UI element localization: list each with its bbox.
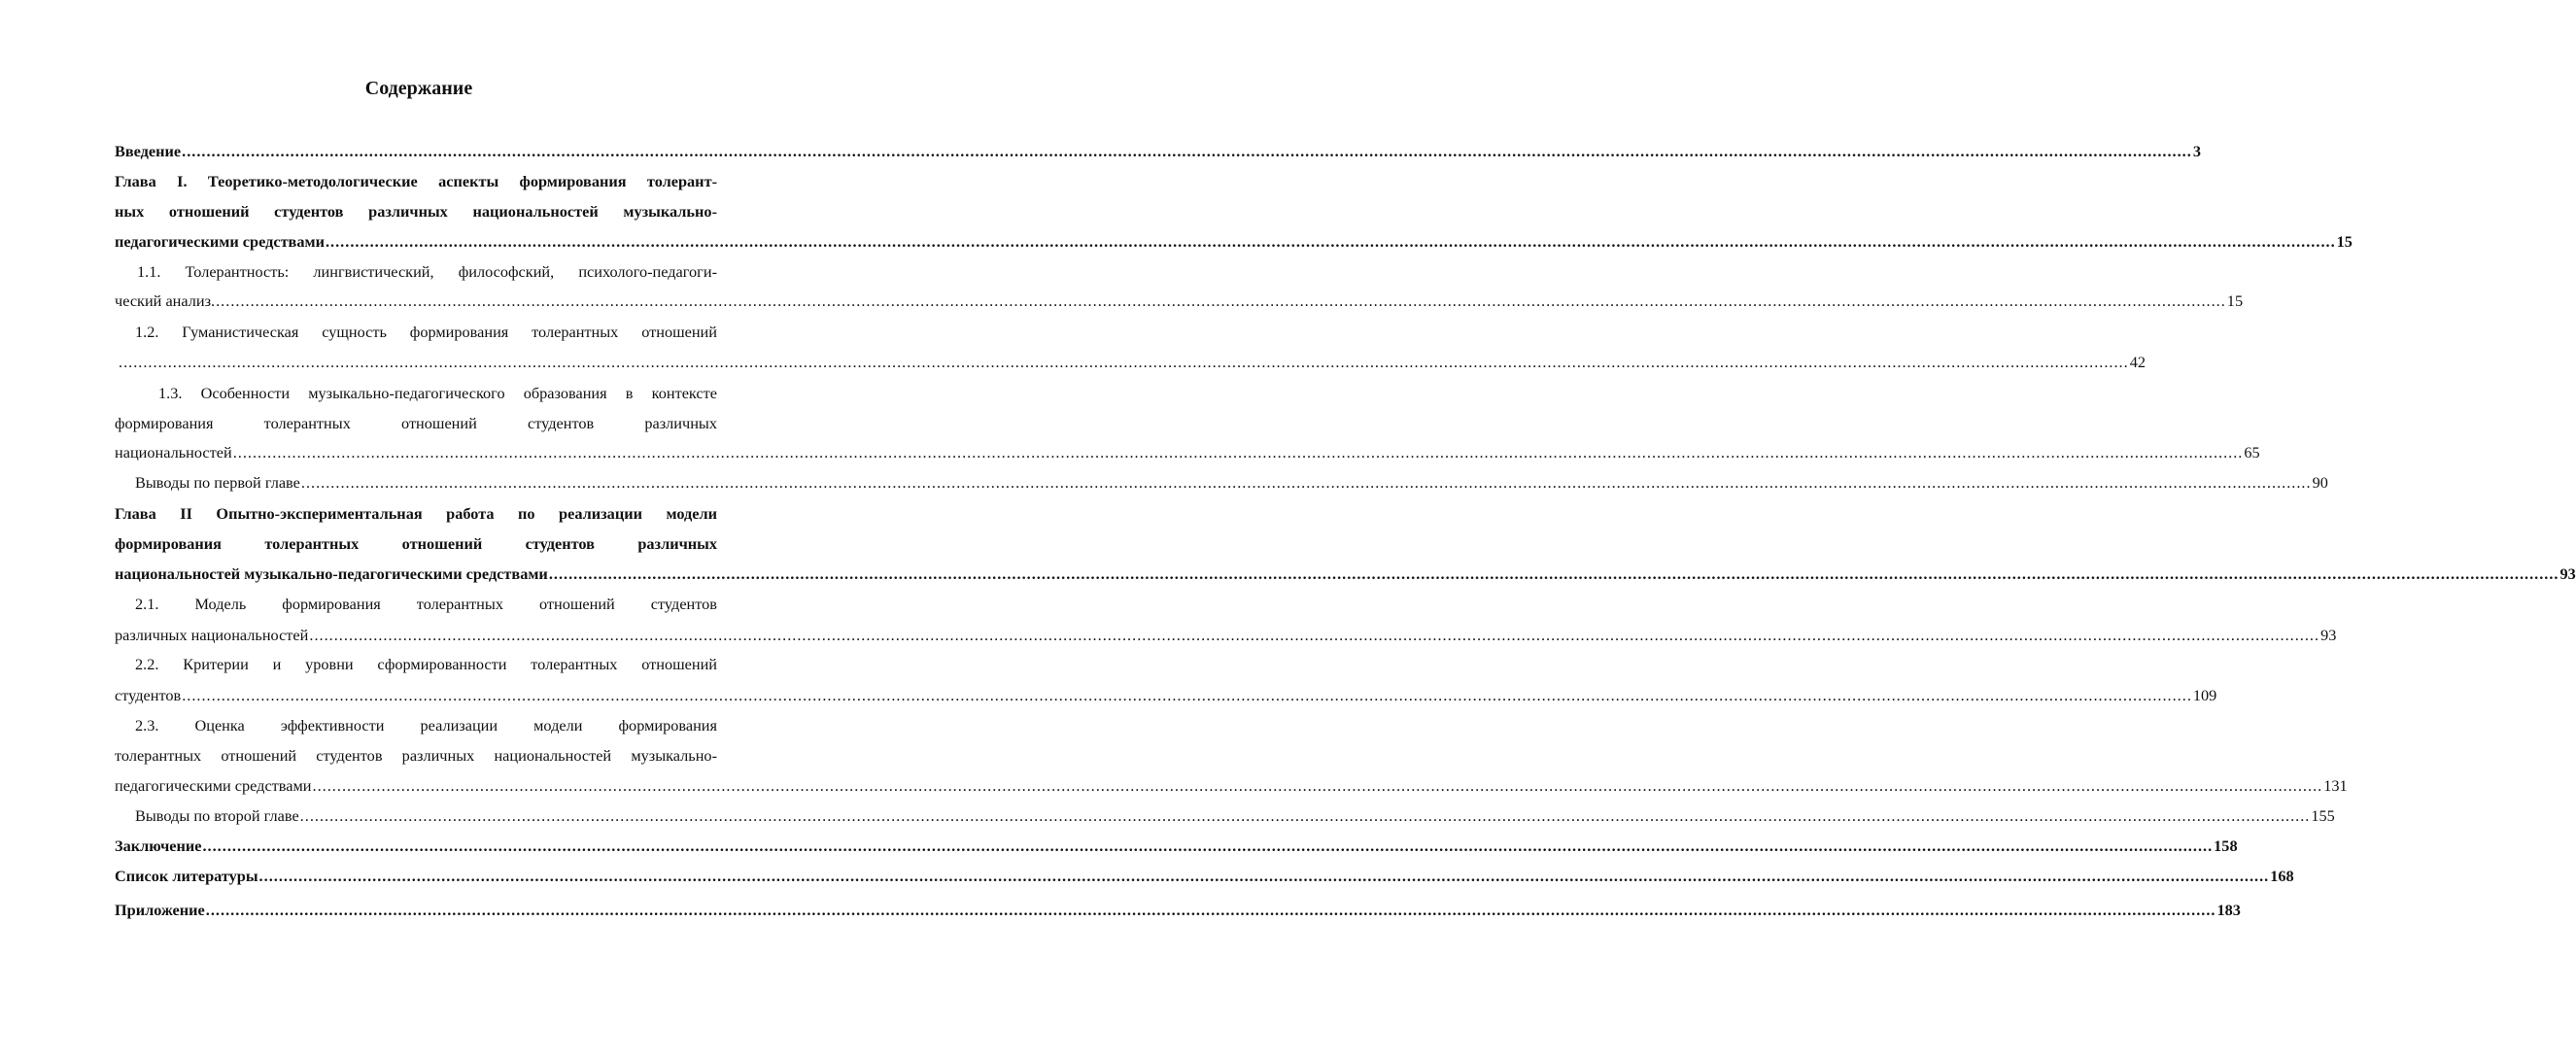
page-title: Содержание [364,78,473,99]
toc-section-1-2-line-2[interactable] [118,352,2146,373]
toc-section-2-3-line-1[interactable]: 2.3. Оценка эффективности реализации модели формирования [135,716,717,734]
toc-entry-title: Заключение [115,837,202,855]
toc-page-number: 158 [2214,837,2238,855]
toc-page-number: 90 [2312,473,2328,492]
toc-page-number: 15 [2336,232,2353,251]
toc-page-number: 168 [2270,867,2294,885]
toc-entry-title: Введение [115,142,182,160]
dot-leader: ........................................................................................................................................................................................................................................................................................................................................................................................................................ [258,867,2270,885]
toc-chapter-2-line-3[interactable] [115,564,2576,585]
toc-page-number: 155 [2311,806,2335,825]
dot-leader: ........................................................................................................................................................................................................................................................................................................................................................................................................................ [216,291,2226,310]
toc-entry-conclusion[interactable] [115,836,2238,857]
toc-entry-title: национальностей музыкально-педагогическими средствами [115,564,548,583]
toc-section-1-3-line-1[interactable]: 1.3. Особенности музыкально-педагогического образования в контексте [158,384,717,402]
toc-entry-title: различных национальностей [115,626,309,644]
toc-entry-title: Список литературы [115,867,258,885]
toc-page-number: 15 [2226,291,2244,310]
dot-leader: ........................................................................................................................................................................................................................................................................................................................................................................................................................ [548,564,2559,583]
toc-page-number: 3 [2192,142,2201,160]
dot-leader: ........................................................................................................................................................................................................................................................................................................................................................................................................................ [325,232,2336,251]
toc-page-number: 93 [2559,564,2576,583]
dot-leader: ........................................................................................................................................................................................................................................................................................................................................................................................................................ [119,353,2129,371]
toc-chapter-1-line-1[interactable]: Глава I. Теоретико-методологические аспекты формирования толерант- [115,172,717,190]
toc-page-number: 131 [2323,776,2348,795]
toc-section-2-3-line-2[interactable]: толерантных отношений студентов различных национальностей музыкально- [115,746,717,765]
toc-entry-introduction[interactable] [115,141,2201,162]
toc-entry-title: национальностей [115,443,232,461]
toc-section-1-1-line-1[interactable]: 1.1. Толерантность: лингвистический, философский, психолого-педагоги- [137,262,717,281]
toc-entry-references[interactable] [115,866,2294,887]
toc-section-2-2-line-2[interactable] [115,685,2217,706]
toc-section-1-3-line-2[interactable]: формирования толерантных отношений студентов различных [115,414,717,432]
toc-entry-title: ческий анализ. [115,291,216,310]
toc-conclusions-chapter-1[interactable] [135,472,2328,494]
toc-section-2-1-line-2[interactable] [115,625,2337,646]
toc-section-1-3-line-3[interactable] [115,442,2260,463]
toc-section-2-2-line-1[interactable]: 2.2. Критерии и уровни сформированности толерантных отношений [135,655,717,673]
toc-entry-title: Выводы по второй главе [135,806,299,825]
toc-page-number: 65 [2244,443,2260,461]
toc-entry-title: Выводы по первой главе [135,473,300,492]
toc-section-1-2-line-1[interactable]: 1.2. Гуманистическая сущность формирования толерантных отношений [135,323,717,341]
toc-entry-appendix[interactable] [115,900,2241,921]
toc-chapter-1-line-2[interactable]: ных отношений студентов различных национальностей музыкально- [115,202,717,221]
dot-leader: ........................................................................................................................................................................................................................................................................................................................................................................................................................ [182,142,2192,160]
toc-page-number: 109 [2192,686,2217,704]
toc-entry-title: студентов [115,686,182,704]
dot-leader: ........................................................................................................................................................................................................................................................................................................................................................................................................................ [182,686,2192,704]
dot-leader: ........................................................................................................................................................................................................................................................................................................................................................................................................................ [299,806,2311,825]
toc-section-2-1-line-1[interactable]: 2.1. Модель формирования толерантных отношений студентов [135,595,717,613]
toc-page-number: 42 [2129,353,2146,371]
toc-section-2-3-line-3[interactable] [115,775,2348,797]
toc-entry-title: педагогическими средствами [115,776,312,795]
toc-conclusions-chapter-2[interactable] [135,805,2335,827]
dot-leader: ........................................................................................................................................................................................................................................................................................................................................................................................................................ [300,473,2312,492]
toc-chapter-1-line-3[interactable] [115,231,2353,253]
dot-leader: ........................................................................................................................................................................................................................................................................................................................................................................................................................ [232,443,2244,461]
toc-page-number: 93 [2320,626,2337,644]
toc-chapter-2-line-1[interactable]: Глава II Опытно-экспериментальная работа по реализации модели [115,504,717,523]
dot-leader: ........................................................................................................................................................................................................................................................................................................................................................................................................................ [202,837,2214,855]
dot-leader: ........................................................................................................................................................................................................................................................................................................................................................................................................................ [205,901,2216,919]
toc-section-1-1-line-2[interactable] [115,290,2244,312]
dot-leader: ........................................................................................................................................................................................................................................................................................................................................................................................................................ [309,626,2320,644]
toc-entry-title: Приложение [115,901,205,919]
toc-chapter-2-line-2[interactable]: формирования толерантных отношений студентов различных [115,534,717,553]
toc-entry-title: педагогическими средствами [115,232,325,251]
toc-page-number: 183 [2216,901,2241,919]
dot-leader: ........................................................................................................................................................................................................................................................................................................................................................................................................................ [312,776,2323,795]
